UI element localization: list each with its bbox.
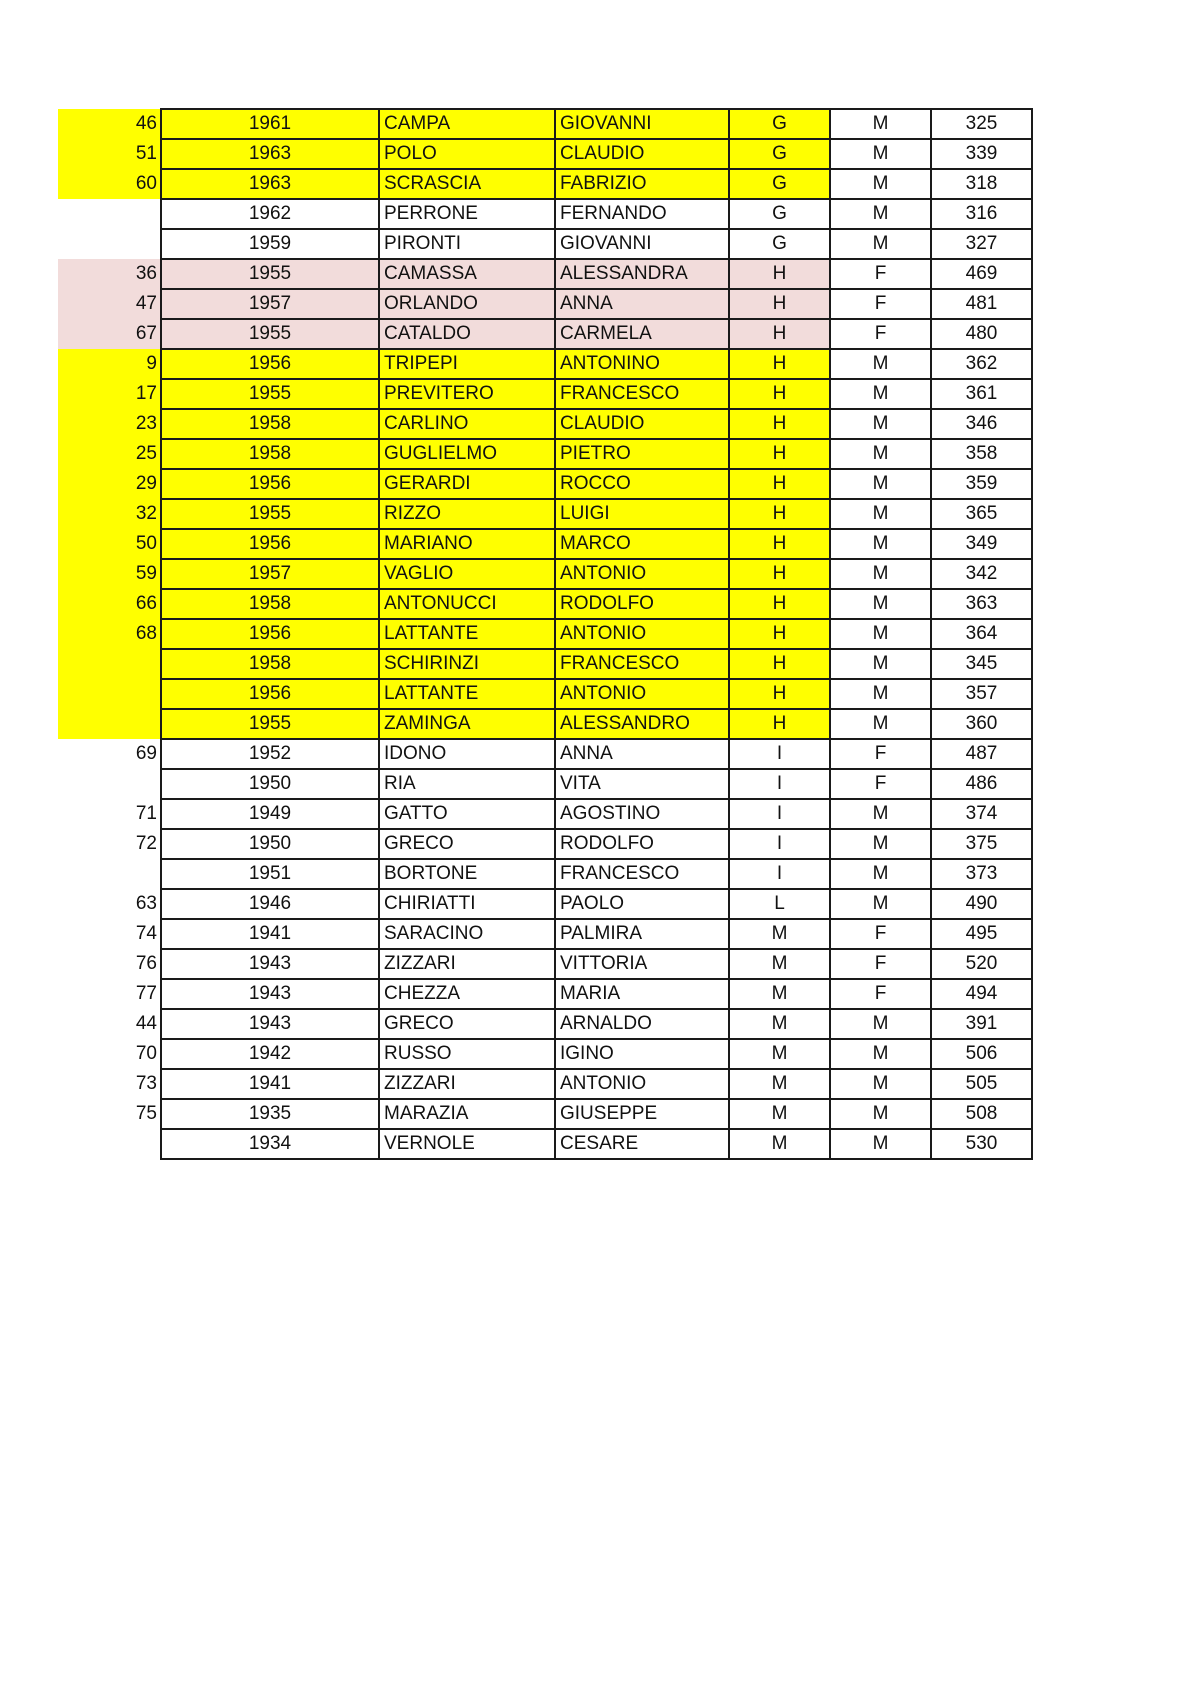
surname-cell: TRIPEPI [379, 349, 555, 379]
row-number-cell: 74 [135, 923, 157, 944]
first-name-cell: VITA [555, 769, 729, 799]
surname-cell: VAGLIO [379, 559, 555, 589]
row-number-cell: 72 [135, 833, 157, 854]
table-row [58, 1039, 1032, 1069]
birth-year-cell: 1957 [161, 559, 379, 589]
birth-year-cell: 1955 [161, 709, 379, 739]
surname-cell: CHIRIATTI [379, 889, 555, 919]
table-row [58, 979, 1032, 1009]
score-cell: 342 [931, 559, 1032, 589]
category-cell: H [729, 289, 830, 319]
table-row [58, 109, 1032, 139]
surname-cell: CAMPA [379, 109, 555, 139]
table-row [58, 169, 1032, 199]
birth-year-cell: 1955 [161, 499, 379, 529]
row-number-cell [58, 769, 161, 799]
score-cell: 361 [931, 379, 1032, 409]
birth-year-cell: 1942 [161, 1039, 379, 1069]
table-row [58, 499, 1032, 529]
surname-cell: LATTANTE [379, 619, 555, 649]
first-name-cell: LUIGI [555, 499, 729, 529]
score-cell: 506 [931, 1039, 1032, 1069]
row-number-cell [58, 1129, 161, 1159]
row-number-cell: 44 [135, 1013, 157, 1034]
birth-year-cell: 1955 [161, 379, 379, 409]
sex-cell: M [830, 619, 931, 649]
sex-cell: M [830, 589, 931, 619]
table-row [58, 199, 1032, 229]
row-number-cell: 25 [58, 439, 161, 469]
row-number-cell: 46 [58, 109, 161, 139]
surname-cell: IDONO [379, 739, 555, 769]
first-name-cell: IGINO [555, 1039, 729, 1069]
category-cell: H [729, 499, 830, 529]
sex-cell: M [830, 1099, 931, 1129]
first-name-cell: ROCCO [555, 469, 729, 499]
first-name-cell: VITTORIA [555, 949, 729, 979]
category-cell: H [729, 379, 830, 409]
score-cell: 487 [931, 739, 1032, 769]
category-cell: M [729, 1069, 830, 1099]
category-cell: G [729, 109, 830, 139]
sex-cell: M [830, 379, 931, 409]
surname-cell: ZIZZARI [379, 1069, 555, 1099]
score-cell: 365 [931, 499, 1032, 529]
category-cell: G [729, 139, 830, 169]
birth-year-cell: 1950 [161, 769, 379, 799]
birth-year-cell: 1935 [161, 1099, 379, 1129]
birth-year-cell: 1943 [161, 979, 379, 1009]
score-cell: 373 [931, 859, 1032, 889]
birth-year-cell: 1961 [161, 109, 379, 139]
sex-cell: M [830, 499, 931, 529]
table-row [58, 469, 1032, 499]
category-cell: M [729, 1129, 830, 1159]
table-row [58, 409, 1032, 439]
sex-cell: M [830, 199, 931, 229]
score-cell: 508 [931, 1099, 1032, 1129]
first-name-cell: RODOLFO [555, 829, 729, 859]
sex-cell: M [830, 349, 931, 379]
sex-cell: M [830, 1009, 931, 1039]
surname-cell: SCHIRINZI [379, 649, 555, 679]
score-cell: 339 [931, 139, 1032, 169]
sex-cell: M [830, 229, 931, 259]
birth-year-cell: 1958 [161, 649, 379, 679]
surname-cell: MARAZIA [379, 1099, 555, 1129]
first-name-cell: ARNALDO [555, 1009, 729, 1039]
table-row [58, 709, 1032, 739]
first-name-cell: PIETRO [555, 439, 729, 469]
birth-year-cell: 1950 [161, 829, 379, 859]
table-row [58, 619, 1032, 649]
category-cell: H [729, 619, 830, 649]
category-cell: G [729, 199, 830, 229]
score-cell: 346 [931, 409, 1032, 439]
surname-cell: GATTO [379, 799, 555, 829]
birth-year-cell: 1956 [161, 469, 379, 499]
surname-cell: POLO [379, 139, 555, 169]
score-cell: 469 [931, 259, 1032, 289]
first-name-cell: ANTONIO [555, 559, 729, 589]
sex-cell: M [830, 409, 931, 439]
surname-cell: LATTANTE [379, 679, 555, 709]
table-row [58, 679, 1032, 709]
table-row [58, 1069, 1032, 1099]
category-cell: M [729, 949, 830, 979]
row-number-cell: 51 [58, 139, 161, 169]
category-cell: M [729, 1039, 830, 1069]
surname-cell: RIA [379, 769, 555, 799]
score-cell: 520 [931, 949, 1032, 979]
score-cell: 349 [931, 529, 1032, 559]
sex-cell: M [830, 1069, 931, 1099]
category-cell: G [729, 169, 830, 199]
first-name-cell: ANNA [555, 739, 729, 769]
sex-cell: F [830, 739, 931, 769]
sex-cell: M [830, 439, 931, 469]
row-number-cell: 76 [135, 953, 157, 974]
score-cell: 391 [931, 1009, 1032, 1039]
category-cell: I [729, 859, 830, 889]
surname-cell: GRECO [379, 829, 555, 859]
category-cell: H [729, 469, 830, 499]
birth-year-cell: 1956 [161, 529, 379, 559]
table-row [58, 559, 1032, 589]
birth-year-cell: 1956 [161, 349, 379, 379]
row-number-cell: 23 [58, 409, 161, 439]
surname-cell: RIZZO [379, 499, 555, 529]
birth-year-cell: 1957 [161, 289, 379, 319]
category-cell: H [729, 559, 830, 589]
first-name-cell: RODOLFO [555, 589, 729, 619]
sex-cell: F [830, 949, 931, 979]
row-number-cell: 68 [58, 619, 161, 649]
table-row [58, 949, 1032, 979]
birth-year-cell: 1956 [161, 619, 379, 649]
first-name-cell: AGOSTINO [555, 799, 729, 829]
row-number-cell [58, 649, 161, 679]
results-table-body [58, 109, 1032, 1159]
first-name-cell: ANTONINO [555, 349, 729, 379]
first-name-cell: GIUSEPPE [555, 1099, 729, 1129]
birth-year-cell: 1958 [161, 409, 379, 439]
surname-cell: ZIZZARI [379, 949, 555, 979]
table-row [58, 649, 1032, 679]
score-cell: 495 [931, 919, 1032, 949]
score-cell: 363 [931, 589, 1032, 619]
table-row [58, 349, 1032, 379]
score-cell: 364 [931, 619, 1032, 649]
sex-cell: M [830, 559, 931, 589]
table-row [58, 859, 1032, 889]
first-name-cell: FABRIZIO [555, 169, 729, 199]
first-name-cell: ANTONIO [555, 1069, 729, 1099]
row-number-cell: 60 [58, 169, 161, 199]
surname-cell: GUGLIELMO [379, 439, 555, 469]
birth-year-cell: 1963 [161, 139, 379, 169]
category-cell: M [729, 1009, 830, 1039]
category-cell: H [729, 649, 830, 679]
category-cell: M [729, 1099, 830, 1129]
row-number-cell: 29 [58, 469, 161, 499]
category-cell: H [729, 259, 830, 289]
row-number-cell: 36 [58, 259, 161, 289]
score-cell: 316 [931, 199, 1032, 229]
score-cell: 357 [931, 679, 1032, 709]
first-name-cell: PALMIRA [555, 919, 729, 949]
row-number-cell [58, 199, 161, 229]
category-cell: I [729, 769, 830, 799]
sex-cell: M [830, 109, 931, 139]
score-cell: 327 [931, 229, 1032, 259]
table-row [58, 529, 1032, 559]
birth-year-cell: 1955 [161, 319, 379, 349]
birth-year-cell: 1946 [161, 889, 379, 919]
category-cell: H [729, 409, 830, 439]
surname-cell: CAMASSA [379, 259, 555, 289]
score-cell: 505 [931, 1069, 1032, 1099]
birth-year-cell: 1951 [161, 859, 379, 889]
category-cell: G [729, 229, 830, 259]
first-name-cell: FRANCESCO [555, 379, 729, 409]
row-number-cell [58, 709, 161, 739]
score-cell: 325 [931, 109, 1032, 139]
surname-cell: PERRONE [379, 199, 555, 229]
table-row [58, 259, 1032, 289]
row-number-cell [58, 859, 161, 889]
surname-cell: SCRASCIA [379, 169, 555, 199]
row-number-cell: 32 [58, 499, 161, 529]
sex-cell: F [830, 769, 931, 799]
sex-cell: M [830, 529, 931, 559]
category-cell: H [729, 709, 830, 739]
category-cell: I [729, 829, 830, 859]
first-name-cell: MARCO [555, 529, 729, 559]
surname-cell: ORLANDO [379, 289, 555, 319]
row-number-cell: 75 [135, 1103, 157, 1124]
category-cell: H [729, 679, 830, 709]
table-row [58, 139, 1032, 169]
birth-year-cell: 1941 [161, 1069, 379, 1099]
category-cell: M [729, 919, 830, 949]
sex-cell: F [830, 289, 931, 319]
surname-cell: MARIANO [379, 529, 555, 559]
birth-year-cell: 1949 [161, 799, 379, 829]
surname-cell: GERARDI [379, 469, 555, 499]
surname-cell: CARLINO [379, 409, 555, 439]
sex-cell: M [830, 1129, 931, 1159]
first-name-cell: ANTONIO [555, 679, 729, 709]
score-cell: 362 [931, 349, 1032, 379]
sex-cell: M [830, 859, 931, 889]
birth-year-cell: 1963 [161, 169, 379, 199]
sex-cell: M [830, 169, 931, 199]
surname-cell: RUSSO [379, 1039, 555, 1069]
sex-cell: M [830, 799, 931, 829]
birth-year-cell: 1956 [161, 679, 379, 709]
score-cell: 375 [931, 829, 1032, 859]
score-cell: 360 [931, 709, 1032, 739]
table-row [58, 289, 1032, 319]
sex-cell: F [830, 319, 931, 349]
row-number-cell [58, 229, 161, 259]
row-number-cell: 9 [58, 349, 161, 379]
table-row [58, 829, 1032, 859]
score-cell: 318 [931, 169, 1032, 199]
category-cell: H [729, 439, 830, 469]
row-number-cell: 69 [135, 743, 157, 764]
first-name-cell: PAOLO [555, 889, 729, 919]
row-number-cell: 17 [58, 379, 161, 409]
birth-year-cell: 1943 [161, 1009, 379, 1039]
sex-cell: F [830, 919, 931, 949]
row-number-cell: 73 [135, 1073, 157, 1094]
surname-cell: GRECO [379, 1009, 555, 1039]
score-cell: 374 [931, 799, 1032, 829]
table-row [58, 319, 1032, 349]
category-cell: H [729, 589, 830, 619]
first-name-cell: CLAUDIO [555, 139, 729, 169]
first-name-cell: FRANCESCO [555, 859, 729, 889]
sex-cell: M [830, 1039, 931, 1069]
row-number-cell: 63 [135, 893, 157, 914]
surname-cell: VERNOLE [379, 1129, 555, 1159]
birth-year-cell: 1941 [161, 919, 379, 949]
category-cell: H [729, 349, 830, 379]
category-cell: H [729, 319, 830, 349]
surname-cell: CATALDO [379, 319, 555, 349]
first-name-cell: ALESSANDRO [555, 709, 729, 739]
first-name-cell: ANNA [555, 289, 729, 319]
table-row [58, 739, 1032, 769]
first-name-cell: MARIA [555, 979, 729, 1009]
birth-year-cell: 1958 [161, 439, 379, 469]
first-name-cell: FRANCESCO [555, 649, 729, 679]
row-number-cell: 70 [135, 1043, 157, 1064]
first-name-cell: GIOVANNI [555, 109, 729, 139]
first-name-cell: CLAUDIO [555, 409, 729, 439]
table-row [58, 919, 1032, 949]
row-number-cell: 77 [135, 983, 157, 1004]
surname-cell: SARACINO [379, 919, 555, 949]
first-name-cell: GIOVANNI [555, 229, 729, 259]
first-name-cell: ALESSANDRA [555, 259, 729, 289]
first-name-cell: CESARE [555, 1129, 729, 1159]
row-number-cell: 50 [58, 529, 161, 559]
birth-year-cell: 1934 [161, 1129, 379, 1159]
category-cell: I [729, 799, 830, 829]
results-table [58, 108, 1033, 1160]
row-number-cell: 59 [58, 559, 161, 589]
table-row [58, 1129, 1032, 1159]
score-cell: 359 [931, 469, 1032, 499]
birth-year-cell: 1962 [161, 199, 379, 229]
score-cell: 486 [931, 769, 1032, 799]
score-cell: 358 [931, 439, 1032, 469]
table-row [58, 799, 1032, 829]
table-row [58, 229, 1032, 259]
sex-cell: M [830, 889, 931, 919]
table-row [58, 769, 1032, 799]
sex-cell: F [830, 259, 931, 289]
surname-cell: ZAMINGA [379, 709, 555, 739]
surname-cell: BORTONE [379, 859, 555, 889]
sex-cell: M [830, 139, 931, 169]
score-cell: 494 [931, 979, 1032, 1009]
table-row [58, 439, 1032, 469]
sex-cell: M [830, 829, 931, 859]
birth-year-cell: 1959 [161, 229, 379, 259]
sex-cell: M [830, 469, 931, 499]
sex-cell: M [830, 709, 931, 739]
category-cell: M [729, 979, 830, 1009]
sex-cell: M [830, 649, 931, 679]
category-cell: I [729, 739, 830, 769]
sex-cell: M [830, 679, 931, 709]
score-cell: 480 [931, 319, 1032, 349]
birth-year-cell: 1955 [161, 259, 379, 289]
first-name-cell: ANTONIO [555, 619, 729, 649]
row-number-cell: 67 [58, 319, 161, 349]
surname-cell: PREVITERO [379, 379, 555, 409]
row-number-cell: 66 [58, 589, 161, 619]
category-cell: H [729, 529, 830, 559]
category-cell: L [729, 889, 830, 919]
birth-year-cell: 1952 [161, 739, 379, 769]
row-number-cell [58, 679, 161, 709]
first-name-cell: FERNANDO [555, 199, 729, 229]
table-row [58, 589, 1032, 619]
sex-cell: F [830, 979, 931, 1009]
table-row [58, 379, 1032, 409]
row-number-cell: 47 [58, 289, 161, 319]
table-row [58, 1099, 1032, 1129]
row-number-cell: 71 [135, 803, 157, 824]
score-cell: 530 [931, 1129, 1032, 1159]
surname-cell: CHEZZA [379, 979, 555, 1009]
first-name-cell: CARMELA [555, 319, 729, 349]
surname-cell: ANTONUCCI [379, 589, 555, 619]
table-row [58, 889, 1032, 919]
surname-cell: PIRONTI [379, 229, 555, 259]
score-cell: 481 [931, 289, 1032, 319]
birth-year-cell: 1943 [161, 949, 379, 979]
table-row [58, 1009, 1032, 1039]
birth-year-cell: 1958 [161, 589, 379, 619]
score-cell: 345 [931, 649, 1032, 679]
score-cell: 490 [931, 889, 1032, 919]
